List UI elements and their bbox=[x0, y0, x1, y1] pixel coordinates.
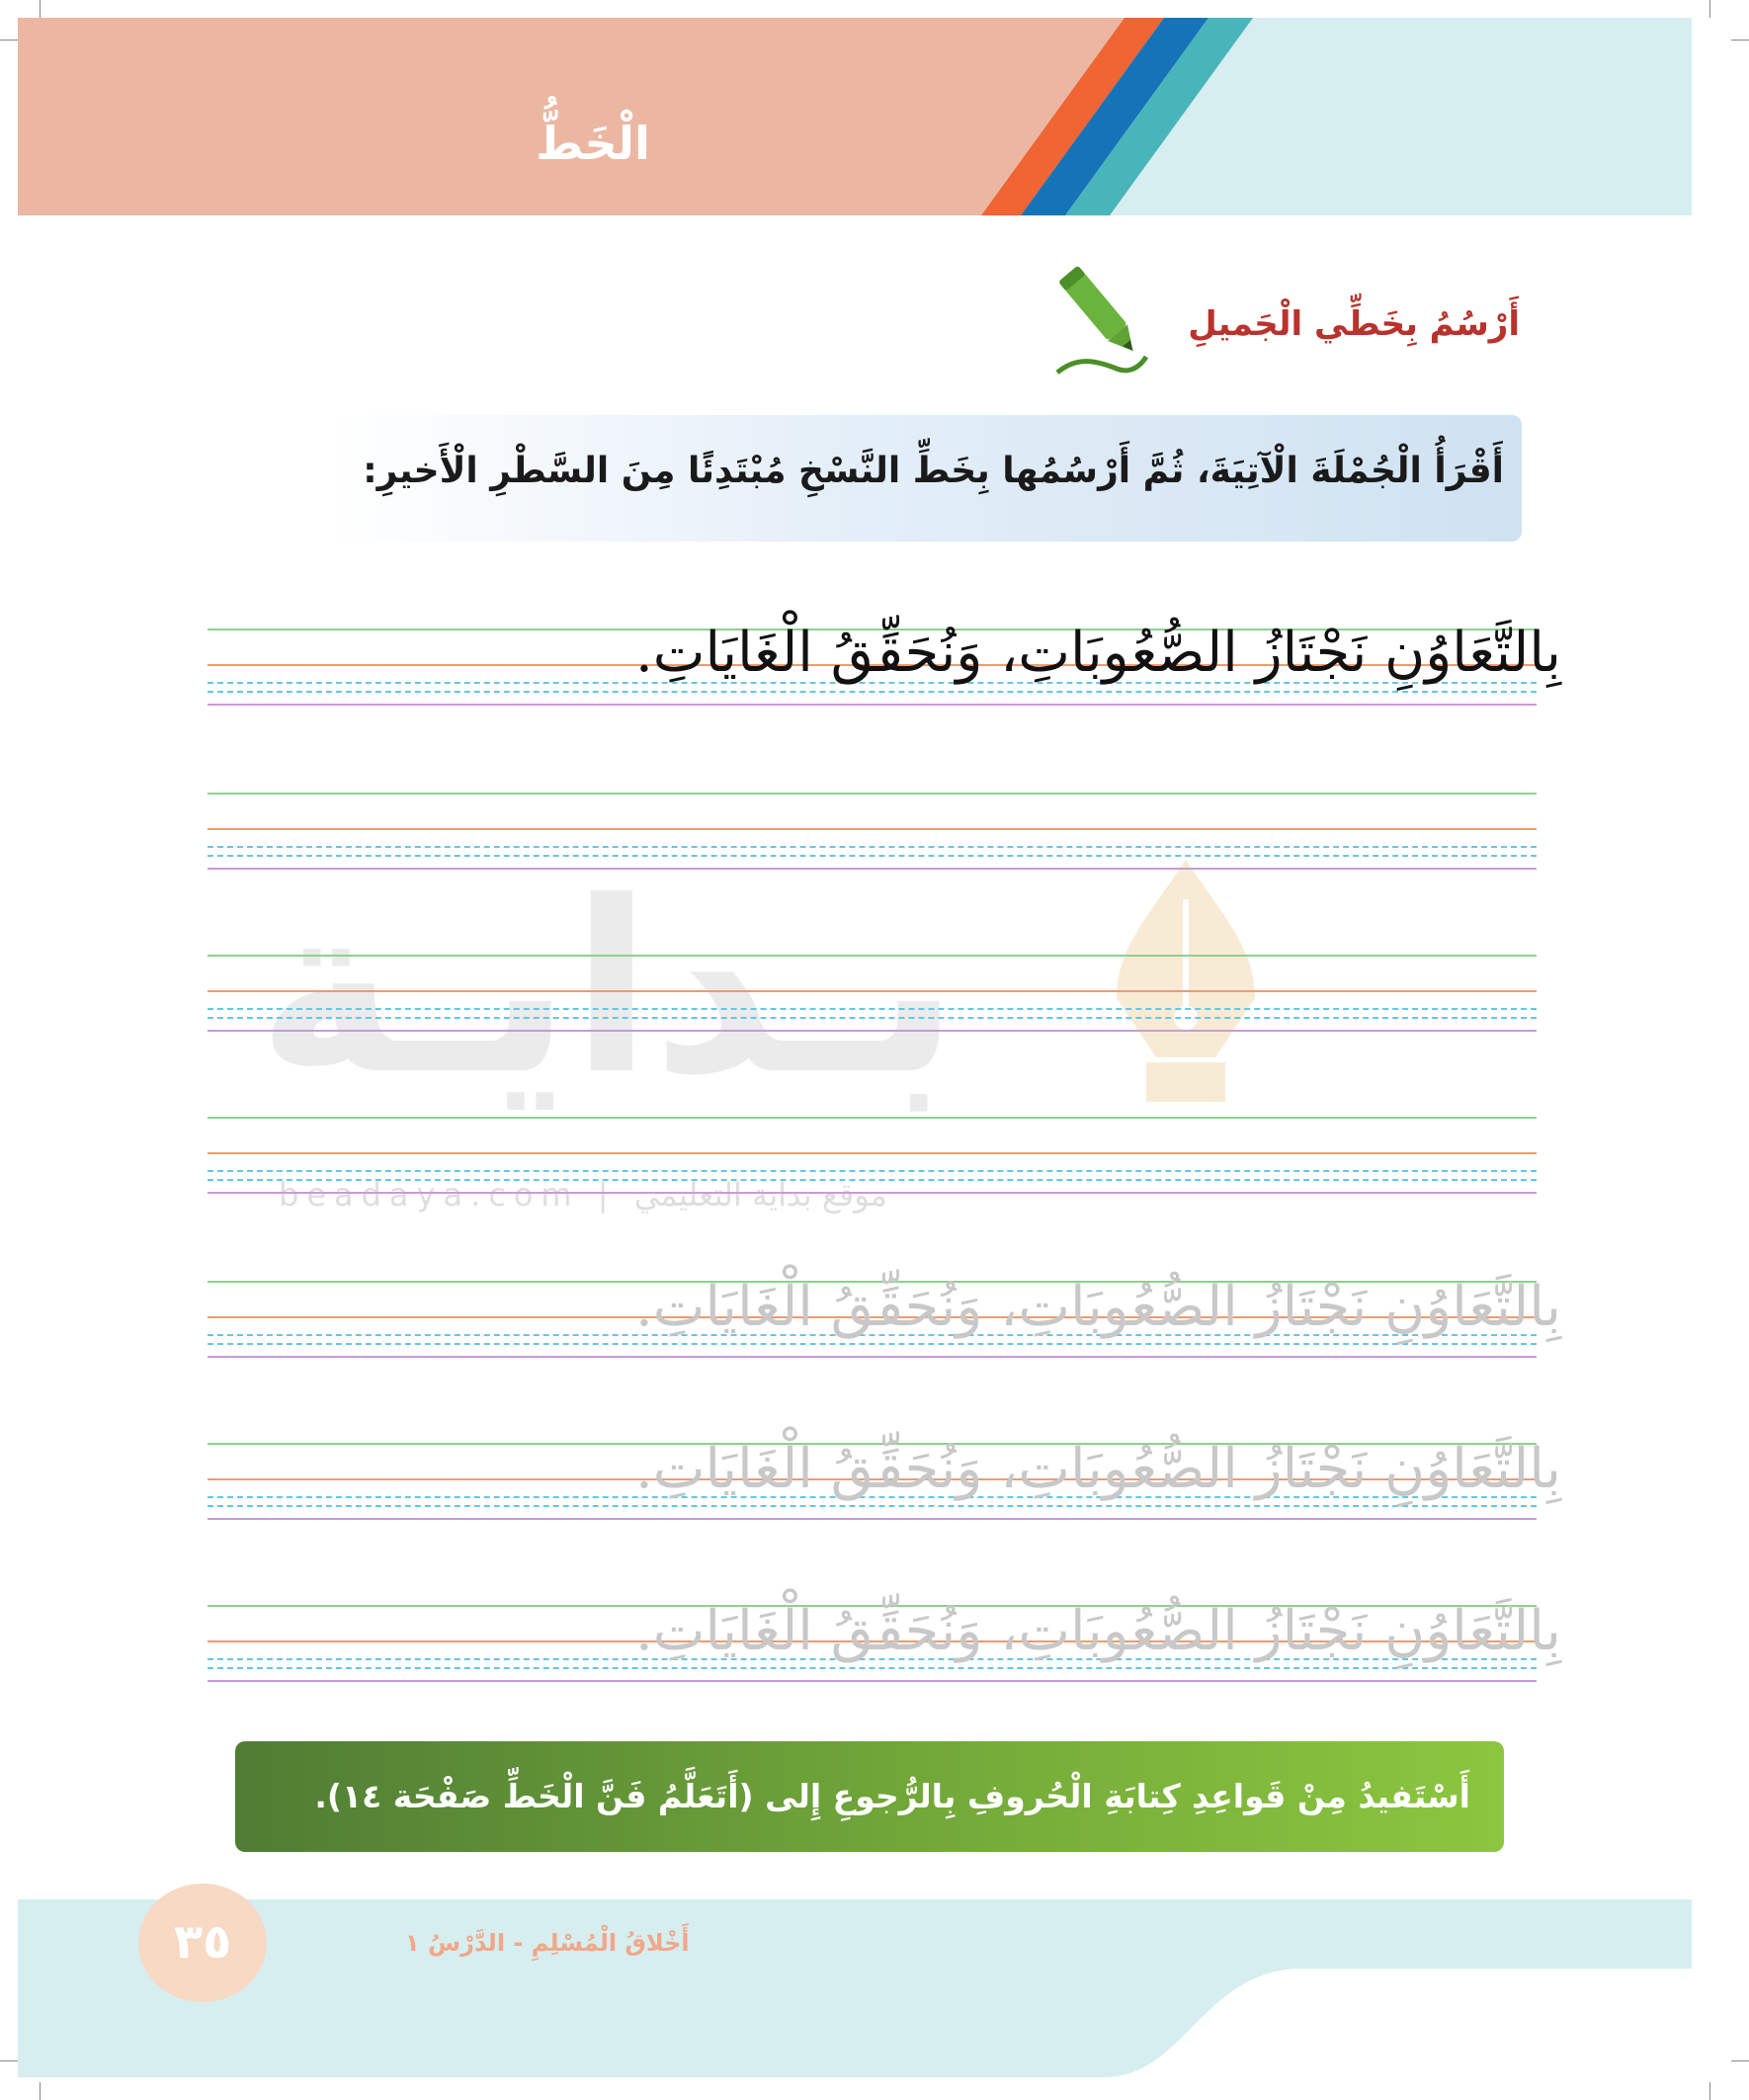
crop-mark bbox=[40, 0, 41, 18]
footer-lesson-label: أَخْلاقُ الْمُسْلِمِ - الدَّرْسُ ١ bbox=[405, 1929, 690, 1957]
writing-line-blank-1[interactable] bbox=[208, 793, 1537, 872]
watermark-caption: beadaya.com | موقع بداية التعليمي bbox=[279, 1176, 887, 1214]
crop-mark bbox=[1731, 2060, 1749, 2061]
chapter-title: الْخَطُّ bbox=[536, 117, 650, 170]
writing-line-blank-2[interactable] bbox=[208, 955, 1537, 1034]
instruction-text: أَقْرَأُ الْجُمْلَةَ الْآتِيَةَ، ثُمَّ أَرْسُمُها بِخَطِّ النَّسْخِ مُبْتَدِئًا مِنَ السَّطْرِ الْأَخيرِ: bbox=[363, 451, 1504, 491]
instruction-box bbox=[326, 415, 1522, 542]
crop-mark bbox=[1731, 40, 1749, 41]
watermark-text: بـدايـة bbox=[257, 850, 959, 1127]
crop-mark bbox=[0, 2060, 18, 2061]
note-text: أَسْتَفيدُ مِنْ قَواعِدِ كِتابَةِ الْحُروفِ بِالرُّجوعِ إِلى (أَتَعَلَّمُ فَنَّ الْخَطِّ صَفْحَة ١٤). bbox=[314, 1777, 1470, 1815]
header-stripes bbox=[18, 18, 1692, 215]
crop-mark bbox=[0, 40, 18, 41]
crop-mark bbox=[1709, 2082, 1710, 2100]
trace-sentence-1: بِالتَّعَاوُنِ نَجْتَازُ الصُّعُوبَاتِ، وَنُحَقِّقُ الْغَايَاتِ. bbox=[634, 1275, 1561, 1339]
page-number: ٣٥ bbox=[138, 1884, 267, 2002]
header-band bbox=[18, 18, 1692, 215]
pencil-icon bbox=[1047, 262, 1166, 380]
crop-mark bbox=[1709, 0, 1710, 18]
footer-band bbox=[18, 1899, 1692, 2077]
crop-mark bbox=[40, 2082, 41, 2100]
note-bar bbox=[235, 1741, 1504, 1852]
trace-sentence-2: بِالتَّعَاوُنِ نَجْتَازُ الصُّعُوبَاتِ، وَنُحَقِّقُ الْغَايَاتِ. bbox=[634, 1437, 1561, 1501]
trace-sentence-3: بِالتَّعَاوُنِ نَجْتَازُ الصُّعُوبَاتِ، وَنُحَقِّقُ الْغَايَاتِ. bbox=[634, 1599, 1561, 1663]
section-title: أَرْسُمُ بِخَطِّي الْجَميلِ bbox=[1188, 304, 1520, 344]
writing-line-blank-3[interactable] bbox=[208, 1117, 1537, 1196]
model-sentence: بِالتَّعَاوُنِ نَجْتَازُ الصُّعُوبَاتِ، وَنُحَقِّقُ الْغَايَاتِ. bbox=[634, 621, 1561, 685]
